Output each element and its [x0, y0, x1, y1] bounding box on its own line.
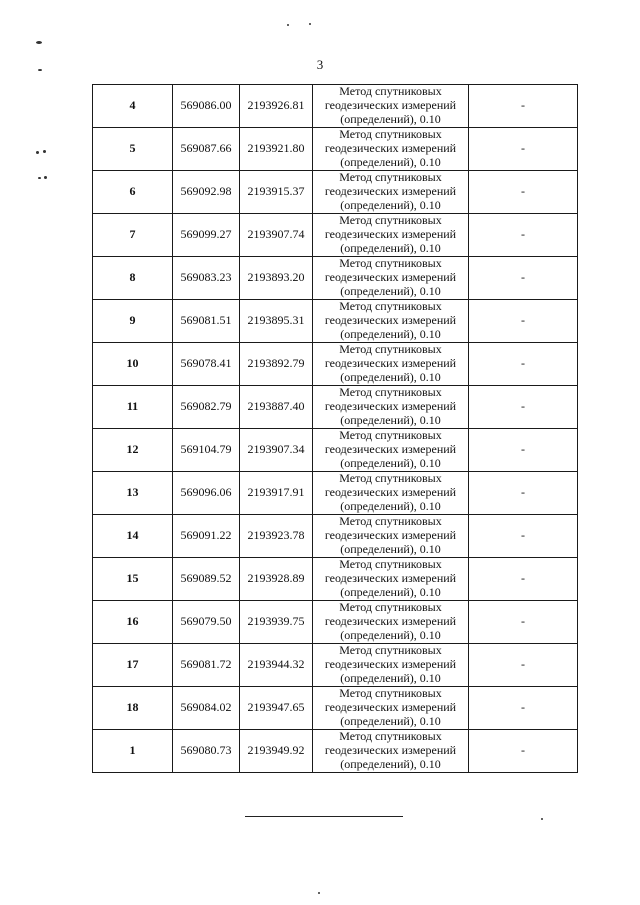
- table-row: [93, 214, 578, 257]
- method-cell: [313, 343, 469, 386]
- page-number: 3: [316, 57, 324, 72]
- footer-divider: [245, 816, 403, 817]
- method-line: Метод спутниковых: [339, 514, 442, 529]
- method-cell: [313, 257, 469, 300]
- method-line: геодезических измерений: [324, 528, 457, 543]
- y-coordinate-cell: 2193917.91: [240, 472, 313, 515]
- point-number-cell: 10: [93, 343, 173, 386]
- table-row: [93, 429, 578, 472]
- method-line: Метод спутниковых: [339, 170, 442, 185]
- method-line: геодезических измерений: [324, 270, 457, 285]
- scan-speck: [38, 69, 42, 71]
- description-cell: -: [469, 386, 578, 429]
- table-row: [93, 128, 578, 171]
- x-coordinate-cell: 569078.41: [173, 343, 240, 386]
- x-coordinate-cell: 569096.06: [173, 472, 240, 515]
- y-coordinate-cell: 2193907.74: [240, 214, 313, 257]
- description-cell: -: [469, 601, 578, 644]
- description-cell: -: [469, 343, 578, 386]
- description-cell: -: [469, 257, 578, 300]
- x-coordinate-cell: 569081.72: [173, 644, 240, 687]
- scan-speck: [287, 24, 289, 26]
- method-line: (определений), 0.10: [340, 584, 441, 599]
- x-coordinate-cell: 569104.79: [173, 429, 240, 472]
- point-number-cell: 4: [93, 85, 173, 128]
- method-line: (определений), 0.10: [340, 197, 441, 212]
- method-line: (определений), 0.10: [340, 369, 441, 384]
- table-row: [93, 85, 578, 128]
- method-line: Метод спутниковых: [339, 600, 442, 615]
- method-line: Метод спутниковых: [339, 428, 442, 443]
- y-coordinate-cell: 2193947.65: [240, 687, 313, 730]
- y-coordinate-cell: 2193928.89: [240, 558, 313, 601]
- description-cell: -: [469, 429, 578, 472]
- point-number-cell: 14: [93, 515, 173, 558]
- method-cell: [313, 515, 469, 558]
- y-coordinate-cell: 2193887.40: [240, 386, 313, 429]
- table-row: [93, 343, 578, 386]
- y-coordinate-cell: 2193939.75: [240, 601, 313, 644]
- table-row: [93, 644, 578, 687]
- y-coordinate-cell: 2193949.92: [240, 730, 313, 773]
- x-coordinate-cell: 569082.79: [173, 386, 240, 429]
- point-number-cell: 11: [93, 386, 173, 429]
- method-line: Метод спутниковых: [339, 471, 442, 486]
- method-line: Метод спутниковых: [339, 385, 442, 400]
- method-cell: [313, 214, 469, 257]
- method-cell: [313, 429, 469, 472]
- method-line: геодезических измерений: [324, 614, 457, 629]
- table-row: [93, 257, 578, 300]
- method-line: геодезических измерений: [324, 743, 457, 758]
- table-row: [93, 687, 578, 730]
- description-cell: -: [469, 171, 578, 214]
- method-line: Метод спутниковых: [339, 213, 442, 228]
- point-number-cell: 1: [93, 730, 173, 773]
- description-cell: -: [469, 472, 578, 515]
- method-line: Метод спутниковых: [339, 686, 442, 701]
- description-cell: -: [469, 644, 578, 687]
- method-cell: [313, 730, 469, 773]
- method-line: Метод спутниковых: [339, 84, 442, 99]
- y-coordinate-cell: 2193921.80: [240, 128, 313, 171]
- method-line: геодезических измерений: [324, 442, 457, 457]
- point-number-cell: 5: [93, 128, 173, 171]
- method-line: (определений), 0.10: [340, 498, 441, 513]
- method-line: (определений), 0.10: [340, 756, 441, 771]
- y-coordinate-cell: 2193915.37: [240, 171, 313, 214]
- method-line: Метод спутниковых: [339, 256, 442, 271]
- scan-speck: [36, 41, 42, 44]
- x-coordinate-cell: 569086.00: [173, 85, 240, 128]
- method-cell: [313, 171, 469, 214]
- y-coordinate-cell: 2193893.20: [240, 257, 313, 300]
- point-number-cell: 8: [93, 257, 173, 300]
- y-coordinate-cell: 2193907.34: [240, 429, 313, 472]
- x-coordinate-cell: 569087.66: [173, 128, 240, 171]
- x-coordinate-cell: 569083.23: [173, 257, 240, 300]
- x-coordinate-cell: 569080.73: [173, 730, 240, 773]
- method-line: (определений), 0.10: [340, 154, 441, 169]
- x-coordinate-cell: 569099.27: [173, 214, 240, 257]
- table-row: [93, 730, 578, 773]
- y-coordinate-cell: 2193944.32: [240, 644, 313, 687]
- method-line: геодезических измерений: [324, 485, 457, 500]
- scan-speck: [309, 23, 311, 25]
- method-line: (определений), 0.10: [340, 412, 441, 427]
- method-line: (определений), 0.10: [340, 455, 441, 470]
- x-coordinate-cell: 569081.51: [173, 300, 240, 343]
- scan-speck: [541, 818, 543, 820]
- scan-speck: [318, 892, 320, 894]
- y-coordinate-cell: 2193923.78: [240, 515, 313, 558]
- description-cell: -: [469, 85, 578, 128]
- point-number-cell: 12: [93, 429, 173, 472]
- method-line: геодезических измерений: [324, 356, 457, 371]
- method-cell: [313, 85, 469, 128]
- method-line: (определений), 0.10: [340, 670, 441, 685]
- x-coordinate-cell: 569089.52: [173, 558, 240, 601]
- table-body: [93, 85, 578, 773]
- description-cell: -: [469, 558, 578, 601]
- description-cell: -: [469, 730, 578, 773]
- method-line: Метод спутниковых: [339, 729, 442, 744]
- point-number-cell: 15: [93, 558, 173, 601]
- method-cell: [313, 386, 469, 429]
- method-line: геодезических измерений: [324, 184, 457, 199]
- method-line: геодезических измерений: [324, 141, 457, 156]
- method-line: Метод спутниковых: [339, 643, 442, 658]
- method-cell: [313, 601, 469, 644]
- table-row: [93, 386, 578, 429]
- scan-speck: [38, 177, 41, 179]
- method-line: Метод спутниковых: [339, 127, 442, 142]
- method-line: (определений), 0.10: [340, 627, 441, 642]
- method-line: геодезических измерений: [324, 313, 457, 328]
- method-cell: [313, 687, 469, 730]
- method-cell: [313, 558, 469, 601]
- table-row: [93, 601, 578, 644]
- method-line: (определений), 0.10: [340, 326, 441, 341]
- y-coordinate-cell: 2193892.79: [240, 343, 313, 386]
- description-cell: -: [469, 128, 578, 171]
- table-row: [93, 558, 578, 601]
- method-line: Метод спутниковых: [339, 299, 442, 314]
- point-number-cell: 9: [93, 300, 173, 343]
- method-cell: [313, 300, 469, 343]
- scan-speck: [43, 150, 46, 153]
- x-coordinate-cell: 569084.02: [173, 687, 240, 730]
- method-line: (определений), 0.10: [340, 240, 441, 255]
- method-line: (определений), 0.10: [340, 283, 441, 298]
- method-line: геодезических измерений: [324, 700, 457, 715]
- description-cell: -: [469, 300, 578, 343]
- description-cell: -: [469, 687, 578, 730]
- scan-speck: [36, 151, 39, 154]
- method-line: геодезических измерений: [324, 227, 457, 242]
- method-line: геодезических измерений: [324, 657, 457, 672]
- description-cell: -: [469, 214, 578, 257]
- scan-speck: [44, 176, 47, 179]
- point-number-cell: 13: [93, 472, 173, 515]
- point-number-cell: 18: [93, 687, 173, 730]
- method-line: геодезических измерений: [324, 571, 457, 586]
- method-line: геодезических измерений: [324, 98, 457, 113]
- point-number-cell: 7: [93, 214, 173, 257]
- method-line: геодезических измерений: [324, 399, 457, 414]
- method-line: (определений), 0.10: [340, 713, 441, 728]
- table-row: [93, 472, 578, 515]
- coordinates-table: [92, 84, 578, 773]
- description-cell: -: [469, 515, 578, 558]
- x-coordinate-cell: 569091.22: [173, 515, 240, 558]
- method-cell: [313, 644, 469, 687]
- method-cell: [313, 128, 469, 171]
- method-line: Метод спутниковых: [339, 342, 442, 357]
- point-number-cell: 6: [93, 171, 173, 214]
- point-number-cell: 16: [93, 601, 173, 644]
- y-coordinate-cell: 2193895.31: [240, 300, 313, 343]
- x-coordinate-cell: 569079.50: [173, 601, 240, 644]
- point-number-cell: 17: [93, 644, 173, 687]
- y-coordinate-cell: 2193926.81: [240, 85, 313, 128]
- method-line: (определений), 0.10: [340, 541, 441, 556]
- method-line: Метод спутниковых: [339, 557, 442, 572]
- method-line: (определений), 0.10: [340, 111, 441, 126]
- table-row: [93, 515, 578, 558]
- method-cell: [313, 472, 469, 515]
- table-row: [93, 171, 578, 214]
- x-coordinate-cell: 569092.98: [173, 171, 240, 214]
- table-row: [93, 300, 578, 343]
